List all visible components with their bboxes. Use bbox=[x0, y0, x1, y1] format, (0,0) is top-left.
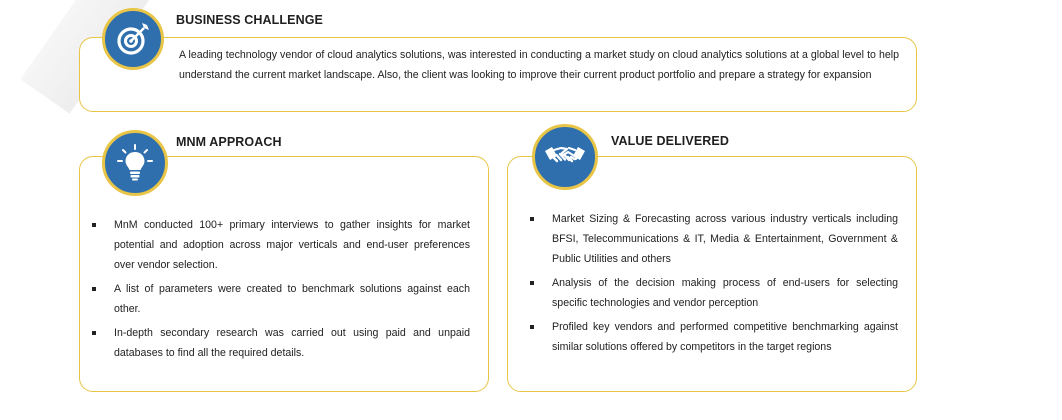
bullet-icon bbox=[530, 217, 534, 221]
mnm-approach-title: MNM APPROACH bbox=[176, 135, 282, 149]
handshake-icon bbox=[544, 142, 586, 172]
mnm-approach-list bbox=[92, 215, 470, 367]
bullet-icon bbox=[530, 325, 534, 329]
list-item: Profiled key vendors and performed competitive benchmarking against similar solutions offered by competitors in the target regions bbox=[530, 317, 898, 357]
value-delivered-list bbox=[530, 209, 898, 361]
list-item: Market Sizing & Forecasting across various industry verticals including BFSI, Telecommunications & IT, Media & Entertainment, Government & Public Utilities and others bbox=[530, 209, 898, 269]
bullet-icon bbox=[92, 331, 96, 335]
mnm-approach-badge bbox=[102, 130, 168, 196]
bullet-icon bbox=[92, 223, 96, 227]
business-challenge-title: BUSINESS CHALLENGE bbox=[176, 13, 323, 27]
list-item: In-depth secondary research was carried out using paid and unpaid databases to find all the required details. bbox=[92, 323, 470, 363]
bullet-icon bbox=[92, 287, 96, 291]
target-icon bbox=[115, 21, 151, 57]
list-item: A list of parameters were created to benchmark solutions against each other. bbox=[92, 279, 470, 319]
lightbulb-icon bbox=[115, 143, 155, 183]
list-item: MnM conducted 100+ primary interviews to gather insights for market potential and adoption across major verticals and end-user preferences over vendor selection. bbox=[92, 215, 470, 275]
business-challenge-text: A leading technology vendor of cloud analytics solutions, was interested in conducting a market study on cloud analytics solutions at a global level to help understand the current market landscape. Also, the client was looking to improve their current product portfolio and prepare a strategy for expansion bbox=[179, 49, 899, 81]
business-challenge-badge bbox=[102, 8, 164, 70]
value-delivered-badge bbox=[532, 124, 598, 190]
value-delivered-title: VALUE DELIVERED bbox=[611, 134, 729, 148]
list-item: Analysis of the decision making process of end-users for selecting specific technologies and vendor perception bbox=[530, 273, 898, 313]
bullet-icon bbox=[530, 281, 534, 285]
